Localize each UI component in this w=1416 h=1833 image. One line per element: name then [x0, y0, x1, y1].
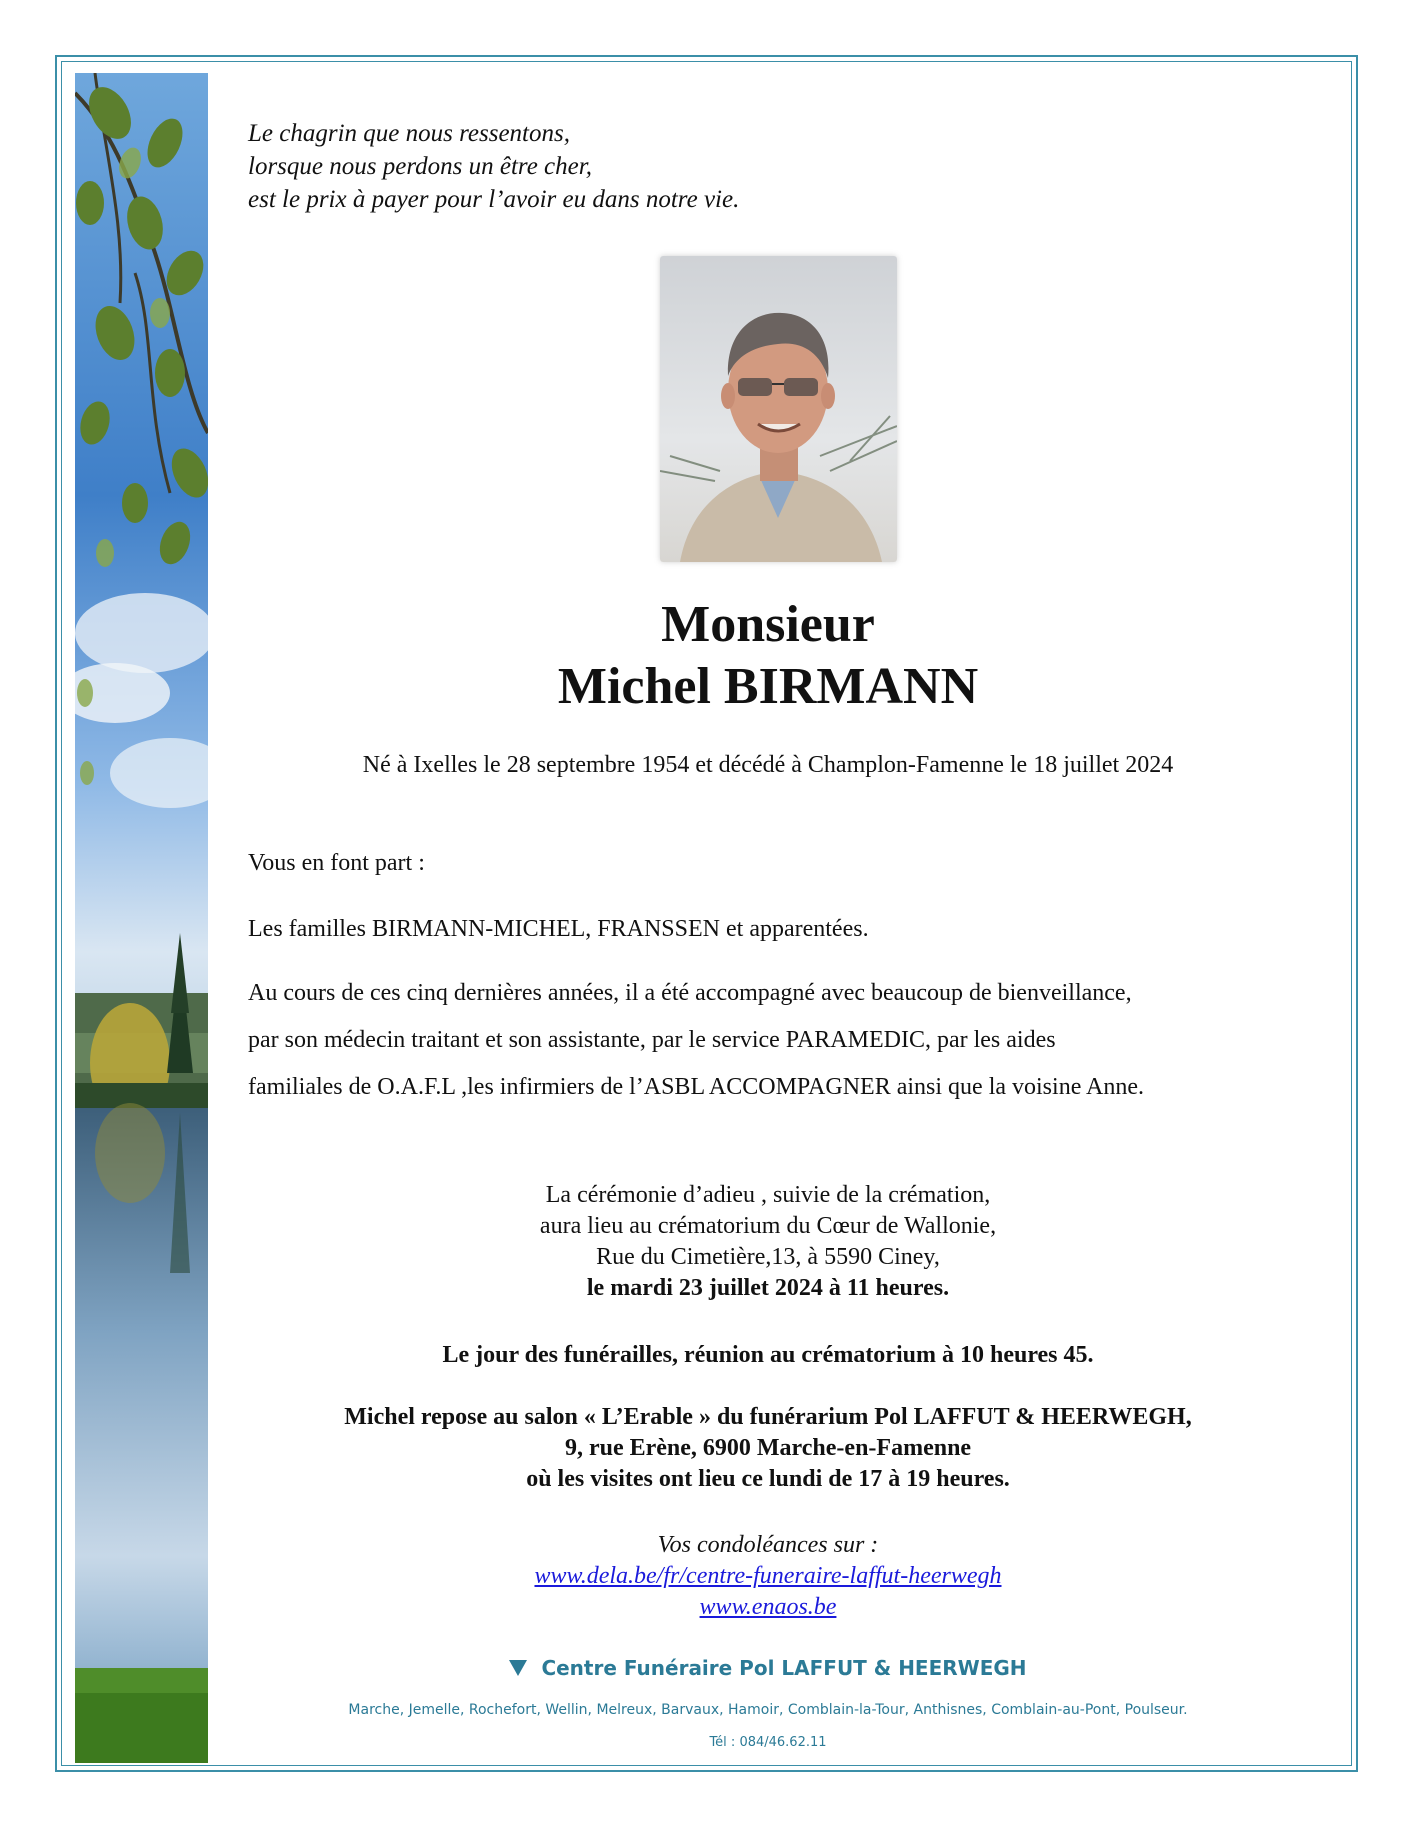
resting-line: où les visites ont lieu ce lundi de 17 à 19 heures. — [526, 1466, 1010, 1492]
families-line: Les familles BIRMANN-MICHEL, FRANSSEN et apparentées. — [248, 916, 869, 942]
funeral-home-phone: Tél : 084/46.62.11 — [709, 1735, 827, 1750]
poem-line: lorsque nous perdons un être cher, — [248, 153, 592, 180]
deceased-name: Michel BIRMANN — [557, 658, 979, 715]
thanks-line: Au cours de ces cinq dernières années, il a été accompagné avec beaucoup de bienveillance, — [248, 980, 1132, 1006]
ceremony-line: aura lieu au crématorium du Cœur de Wallonie, — [539, 1213, 997, 1239]
condolences-link-dela[interactable]: www.dela.be/fr/centre-funeraire-laffut-heerwegh — [534, 1563, 1002, 1589]
condolences-label: Vos condoléances sur : — [657, 1532, 879, 1558]
funeral-home-towns: Marche, Jemelle, Rochefort, Wellin, Melreux, Barvaux, Hamoir, Comblain-la-Tour, Anthisnes, Comblain-au-Pont, Poulseur. — [348, 1702, 1188, 1718]
resting-line: Michel repose au salon « L’Erable » du funérarium Pol LAFFUT & HEERWEGH, — [344, 1404, 1192, 1430]
ceremony-block — [248, 1180, 1288, 1304]
funeral-home-name-text: Centre Funéraire Pol LAFFUT & HEERWEGH — [541, 1656, 1027, 1680]
opening-poem — [248, 117, 739, 216]
deceased-title: Monsieur — [661, 596, 875, 653]
condolences-block — [248, 1530, 1288, 1623]
ceremony-date: le mardi 23 juillet 2024 à 11 heures. — [586, 1275, 950, 1301]
poem-line: est le prix à payer pour l’avoir eu dans notre vie. — [248, 186, 740, 213]
ceremony-line: Rue du Cimetière,13, à 5590 Ciney, — [596, 1244, 940, 1270]
portrait-photo — [660, 256, 897, 562]
funeral-home-name — [248, 1656, 1288, 1680]
condolences-link-enaos[interactable]: www.enaos.be — [699, 1594, 837, 1620]
poem-line: Le chagrin que nous ressentons, — [248, 120, 570, 147]
triangle-down-icon — [509, 1660, 527, 1676]
meeting-line: Le jour des funérailles, réunion au crématorium à 10 heures 45. — [442, 1342, 1094, 1368]
resting-line: 9, rue Erène, 6900 Marche-en-Famenne — [564, 1435, 972, 1461]
ceremony-line: La cérémonie d’adieu , suivie de la crémation, — [545, 1182, 991, 1208]
thanks-line: familiales de O.A.F.L ,les infirmiers de l’ASBL ACCOMPAGNER ainsi que la voisine Anne. — [248, 1074, 1145, 1100]
announcement-intro: Vous en font part : — [248, 850, 425, 876]
thanks-line: par son médecin traitant et son assistante, par le service PARAMEDIC, par les aides — [248, 1027, 1056, 1053]
birth-death-line: Né à Ixelles le 28 septembre 1954 et décédé à Champlon-Famenne le 18 juillet 2024 — [362, 752, 1174, 778]
resting-block — [248, 1402, 1288, 1495]
